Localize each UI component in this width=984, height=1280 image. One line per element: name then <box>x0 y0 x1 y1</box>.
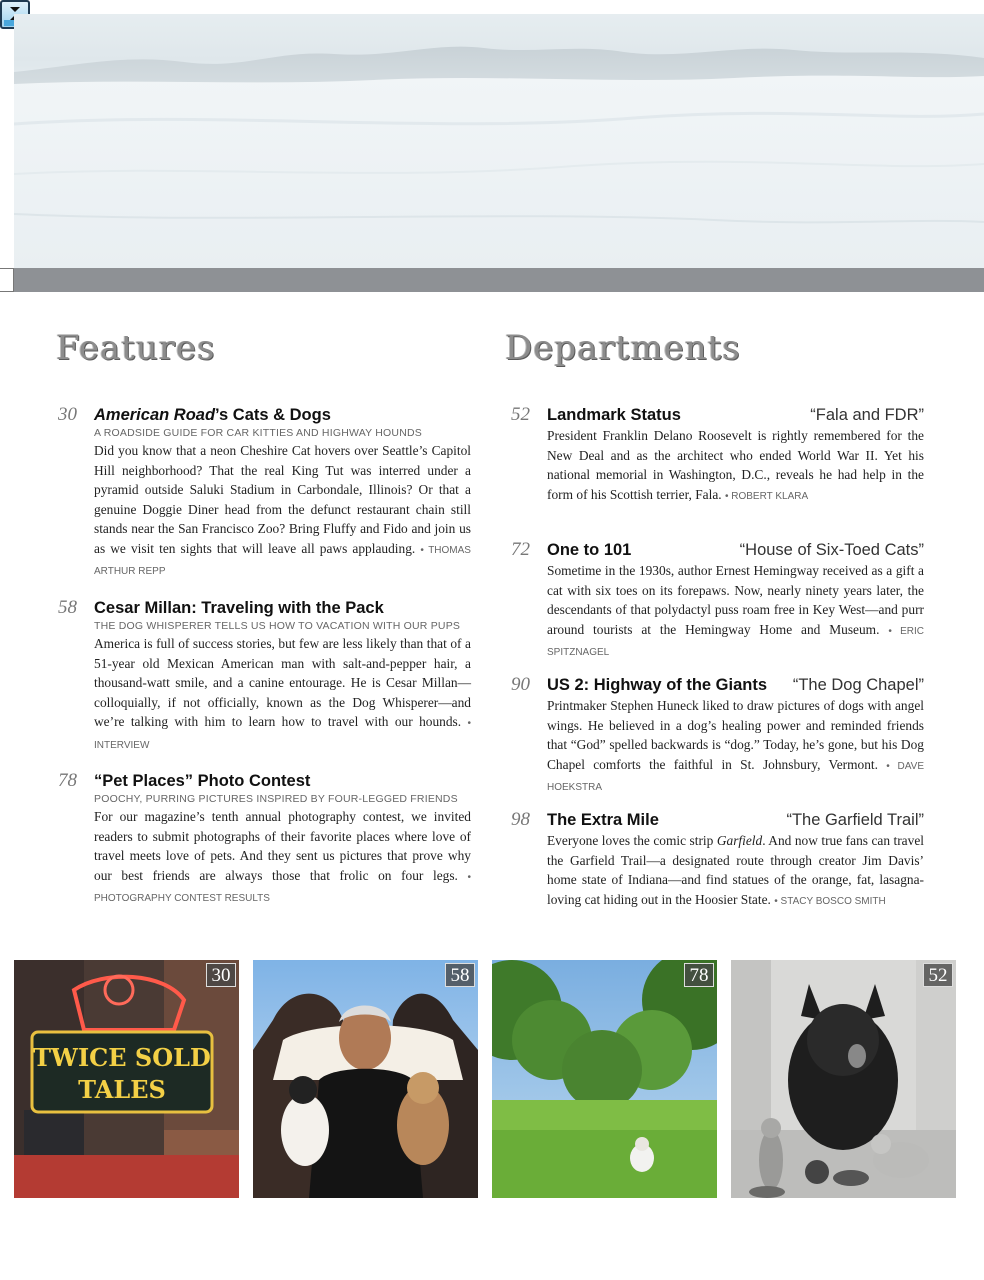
entry-tag: “The Garfield Trail” <box>786 811 924 829</box>
entry-credit: • ROBERT KLARA <box>724 490 809 502</box>
hero-edge-frame <box>0 268 14 292</box>
hero-caption-bar <box>14 268 984 292</box>
entry-body: Everyone loves the comic strip Garfield. And now true fans can travel the Garfield Trail—a designated route through creator Jim Davis’ home state of Indiana—and find statues of the orange, fat, lasagna-loving cat hiding out in the Hoosier State. • STACY BOSCO SMITH <box>547 833 924 907</box>
entry-body: President Franklin Delano Roosevelt is rightly remembered for the New Deal and as the architect who ended World War II. Yet his national memorial in Washington, D.C., reveals he had help in the form of his Scottish terrier, Fala. • ROBERT KLARA <box>547 428 924 502</box>
entry-title-rest: ’s Cats & Dogs <box>215 406 331 424</box>
page-number: 90 <box>511 674 530 695</box>
entry-credit: • DAVE HOEKSTRA <box>547 760 924 793</box>
entry-tag: “The Dog Chapel” <box>792 676 924 694</box>
entry-body: Sometime in the 1930s, author Ernest Hemingway received as a gift a cat with six toes on its forepaws. Now, nearly ninety years later, the descendants of that polydactyl puss roam free in Key West—and purr around tourists at the Hemingway Home and Museum. • ERIC SPITZNAGEL <box>547 563 925 658</box>
thumbnail-photo-contest[interactable] <box>492 960 717 1198</box>
entry-tag: “House of Six-Toed Cats” <box>739 541 924 559</box>
thumbnail-twice-sold-tales[interactable] <box>14 960 239 1198</box>
page-number: 72 <box>511 539 530 560</box>
entry-body: Printmaker Stephen Huneck liked to draw pictures of dogs with angel wings. He believed in a dog’s healing power and reminded friends that “God” spelled backwards is “dog.” Today, he’s gone, but his Dog Chapel comforts the faithful in St. Johnsbury, Vermont. • DAVE HOEKSTRA <box>547 698 924 793</box>
entry-title-text: The Extra Mile <box>547 811 659 829</box>
entry-title[interactable] <box>547 674 924 696</box>
entry-body: Did you know that a neon Cheshire Cat hovers over Seattle’s Capitol Hill neighborhood? That the real King Tut was interred under a pyramid outside Saluki Stadium in Carbondale, Illinois? Or that a genuine Doggie Diner head from the defunct restaurant chain still stands near the San Francisco Zoo? Bring Fluffy and Fido and join us as we visit ten sights that will leave all paws applauding. • THOMAS ARTHUR REPP <box>94 443 471 577</box>
entry-title[interactable] <box>547 404 924 426</box>
arrow-down-icon <box>10 7 20 12</box>
sign-line-2: TALES <box>78 1075 166 1104</box>
man-with-dogs-photo <box>253 960 478 1198</box>
dog-in-park-photo <box>492 960 717 1198</box>
entry-title-text: Landmark Status <box>547 406 681 424</box>
entry-title[interactable] <box>547 539 924 561</box>
thumbnail-page-number: 58 <box>445 963 475 987</box>
thumbnail-page-number: 78 <box>684 963 714 987</box>
thumbnail-page-number: 52 <box>923 963 953 987</box>
thumbnail-fala[interactable] <box>731 960 956 1198</box>
entry-title[interactable]: “Pet Places” Photo Contest <box>94 772 311 790</box>
thumbnail-page-number: 30 <box>206 963 236 987</box>
thumbnail-cesar-millan[interactable] <box>253 960 478 1198</box>
page-number: 98 <box>511 809 530 830</box>
entry-body: America is full of success stories, but few are less likely than that of a 51-year old Mexican American man with salt-and-pepper hair, a thousand-watt smile, and a canine entourage. He is Cesar Millan—colloquially, if not officially, known as the Dog Whisperer—and we’re talking with him to learn how to travel with our hounds. • INTERVIEW <box>94 636 471 751</box>
bookstore-sign-photo <box>14 960 239 1198</box>
entry-title[interactable] <box>94 404 471 426</box>
entry-credit: • ERIC SPITZNAGEL <box>547 625 925 658</box>
entry-title[interactable] <box>547 809 924 831</box>
page-number: 52 <box>511 404 530 425</box>
entry-tag: “Fala and FDR” <box>810 406 924 424</box>
entry-title-italic: American Road <box>94 406 216 424</box>
features-heading: Features <box>56 328 216 368</box>
page-number: 78 <box>58 770 77 791</box>
entry-credit: • INTERVIEW <box>94 718 471 751</box>
entry-subtitle: THE DOG WHISPERER TELLS US HOW TO VACATION WITH OUR PUPS <box>94 620 461 632</box>
entry-credit: • STACY BOSCO SMITH <box>774 895 886 907</box>
entry-title-text: US 2: Highway of the Giants <box>547 676 768 694</box>
departments-heading: Departments <box>505 328 741 368</box>
entry-credit: • THOMAS ARTHUR REPP <box>94 544 471 577</box>
entry-title[interactable]: Cesar Millan: Traveling with the Pack <box>94 599 384 617</box>
entry-subtitle: POOCHY, PURRING PICTURES INSPIRED BY FOUR-LEGGED FRIENDS <box>94 793 458 805</box>
entry-subtitle: A ROADSIDE GUIDE FOR CAR KITTIES AND HIGHWAY HOUNDS <box>94 427 422 439</box>
entry-credit: • PHOTOGRAPHY CONTEST RESULTS <box>94 871 471 904</box>
scottish-terrier-photo <box>731 960 956 1198</box>
entry-title-text: One to 101 <box>547 541 632 559</box>
page-number: 30 <box>58 404 77 425</box>
hero-landscape <box>14 14 984 268</box>
sign-line-1: TWICE SOLD <box>33 1043 211 1072</box>
entry-body: For our magazine’s tenth annual photography contest, we invited readers to submit photographs of their favorite places where love of travel meets love of pets. And they sent us pictures that prove why our best friends are always those that frolic on four legs. • PHOTOGRAPHY CONTEST RESULTS <box>94 809 471 904</box>
hero-image-white-sands <box>14 14 984 268</box>
page-number: 58 <box>58 597 77 618</box>
